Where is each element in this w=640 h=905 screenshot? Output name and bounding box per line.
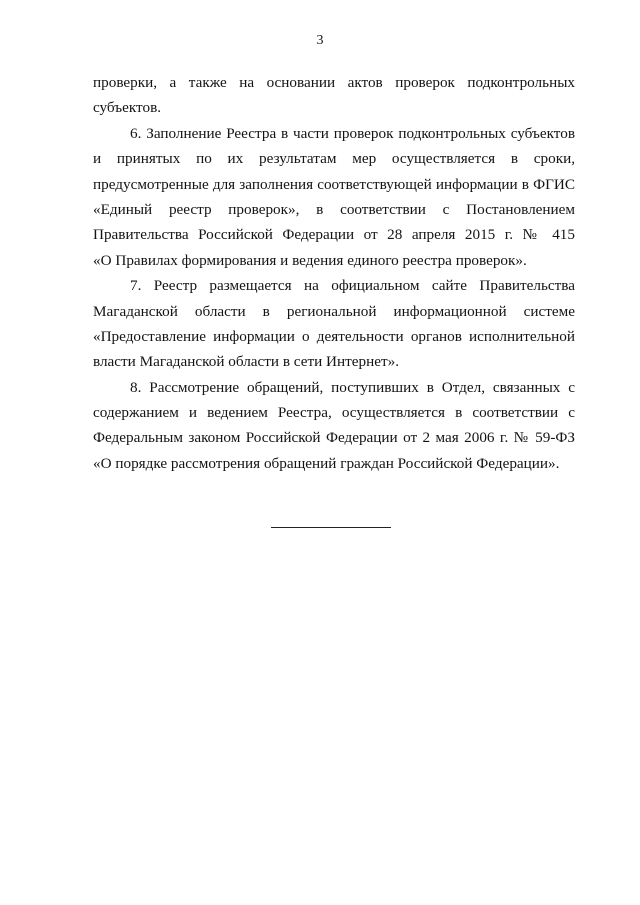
paragraph-7-line-3: «Предоставление информации о деятельности органов исполнительной bbox=[93, 327, 575, 345]
paragraph-7-line-1: 7. Реестр размещается на официальном сайте Правительства bbox=[130, 277, 575, 295]
end-of-document-rule bbox=[271, 527, 391, 528]
document-body bbox=[93, 70, 575, 476]
paragraph-6-line-2: и принятых по их результатам мер осуществляется в сроки, bbox=[93, 150, 575, 168]
paragraph-8-line-4: «О порядке рассмотрения обращений граждан Российской Федерации». bbox=[93, 454, 560, 472]
paragraph-8-line-3: Федеральным законом Российской Федерации от 2 мая 2006 г. № 59-ФЗ bbox=[93, 429, 575, 447]
paragraph-8-line-2: содержанием и ведением Реестра, осуществляется в соответствии с bbox=[93, 404, 575, 422]
paragraph-1-line-1: проверки, а также на основании актов проверок подконтрольных bbox=[93, 74, 575, 91]
paragraph-6-line-4: «Единый реестр проверок», в соответствии с Постановлением bbox=[93, 200, 575, 218]
paragraph-1-line-2: субъектов. bbox=[93, 99, 162, 117]
paragraph-6-line-5: Правительства Российской Федерации от 28 апреля 2015 г. № 415 bbox=[93, 226, 575, 244]
paragraph-6-line-1: 6. Заполнение Реестра в части проверок подконтрольных субъектов bbox=[130, 124, 575, 142]
paragraph-6-line-6: «О Правилах формирования и ведения единого реестра проверок». bbox=[93, 251, 527, 269]
page-number: 3 bbox=[316, 33, 324, 48]
paragraph-7-line-2: Магаданской области в региональной информационной системе bbox=[93, 302, 575, 320]
paragraph-8-line-1: 8. Рассмотрение обращений, поступивших в Отдел, связанных с bbox=[130, 378, 575, 396]
paragraph-7-line-4: власти Магаданской области в сети Интернет». bbox=[93, 353, 399, 371]
paragraph-6-line-3: предусмотренные для заполнения соответствующей информации в ФГИС bbox=[93, 175, 575, 193]
